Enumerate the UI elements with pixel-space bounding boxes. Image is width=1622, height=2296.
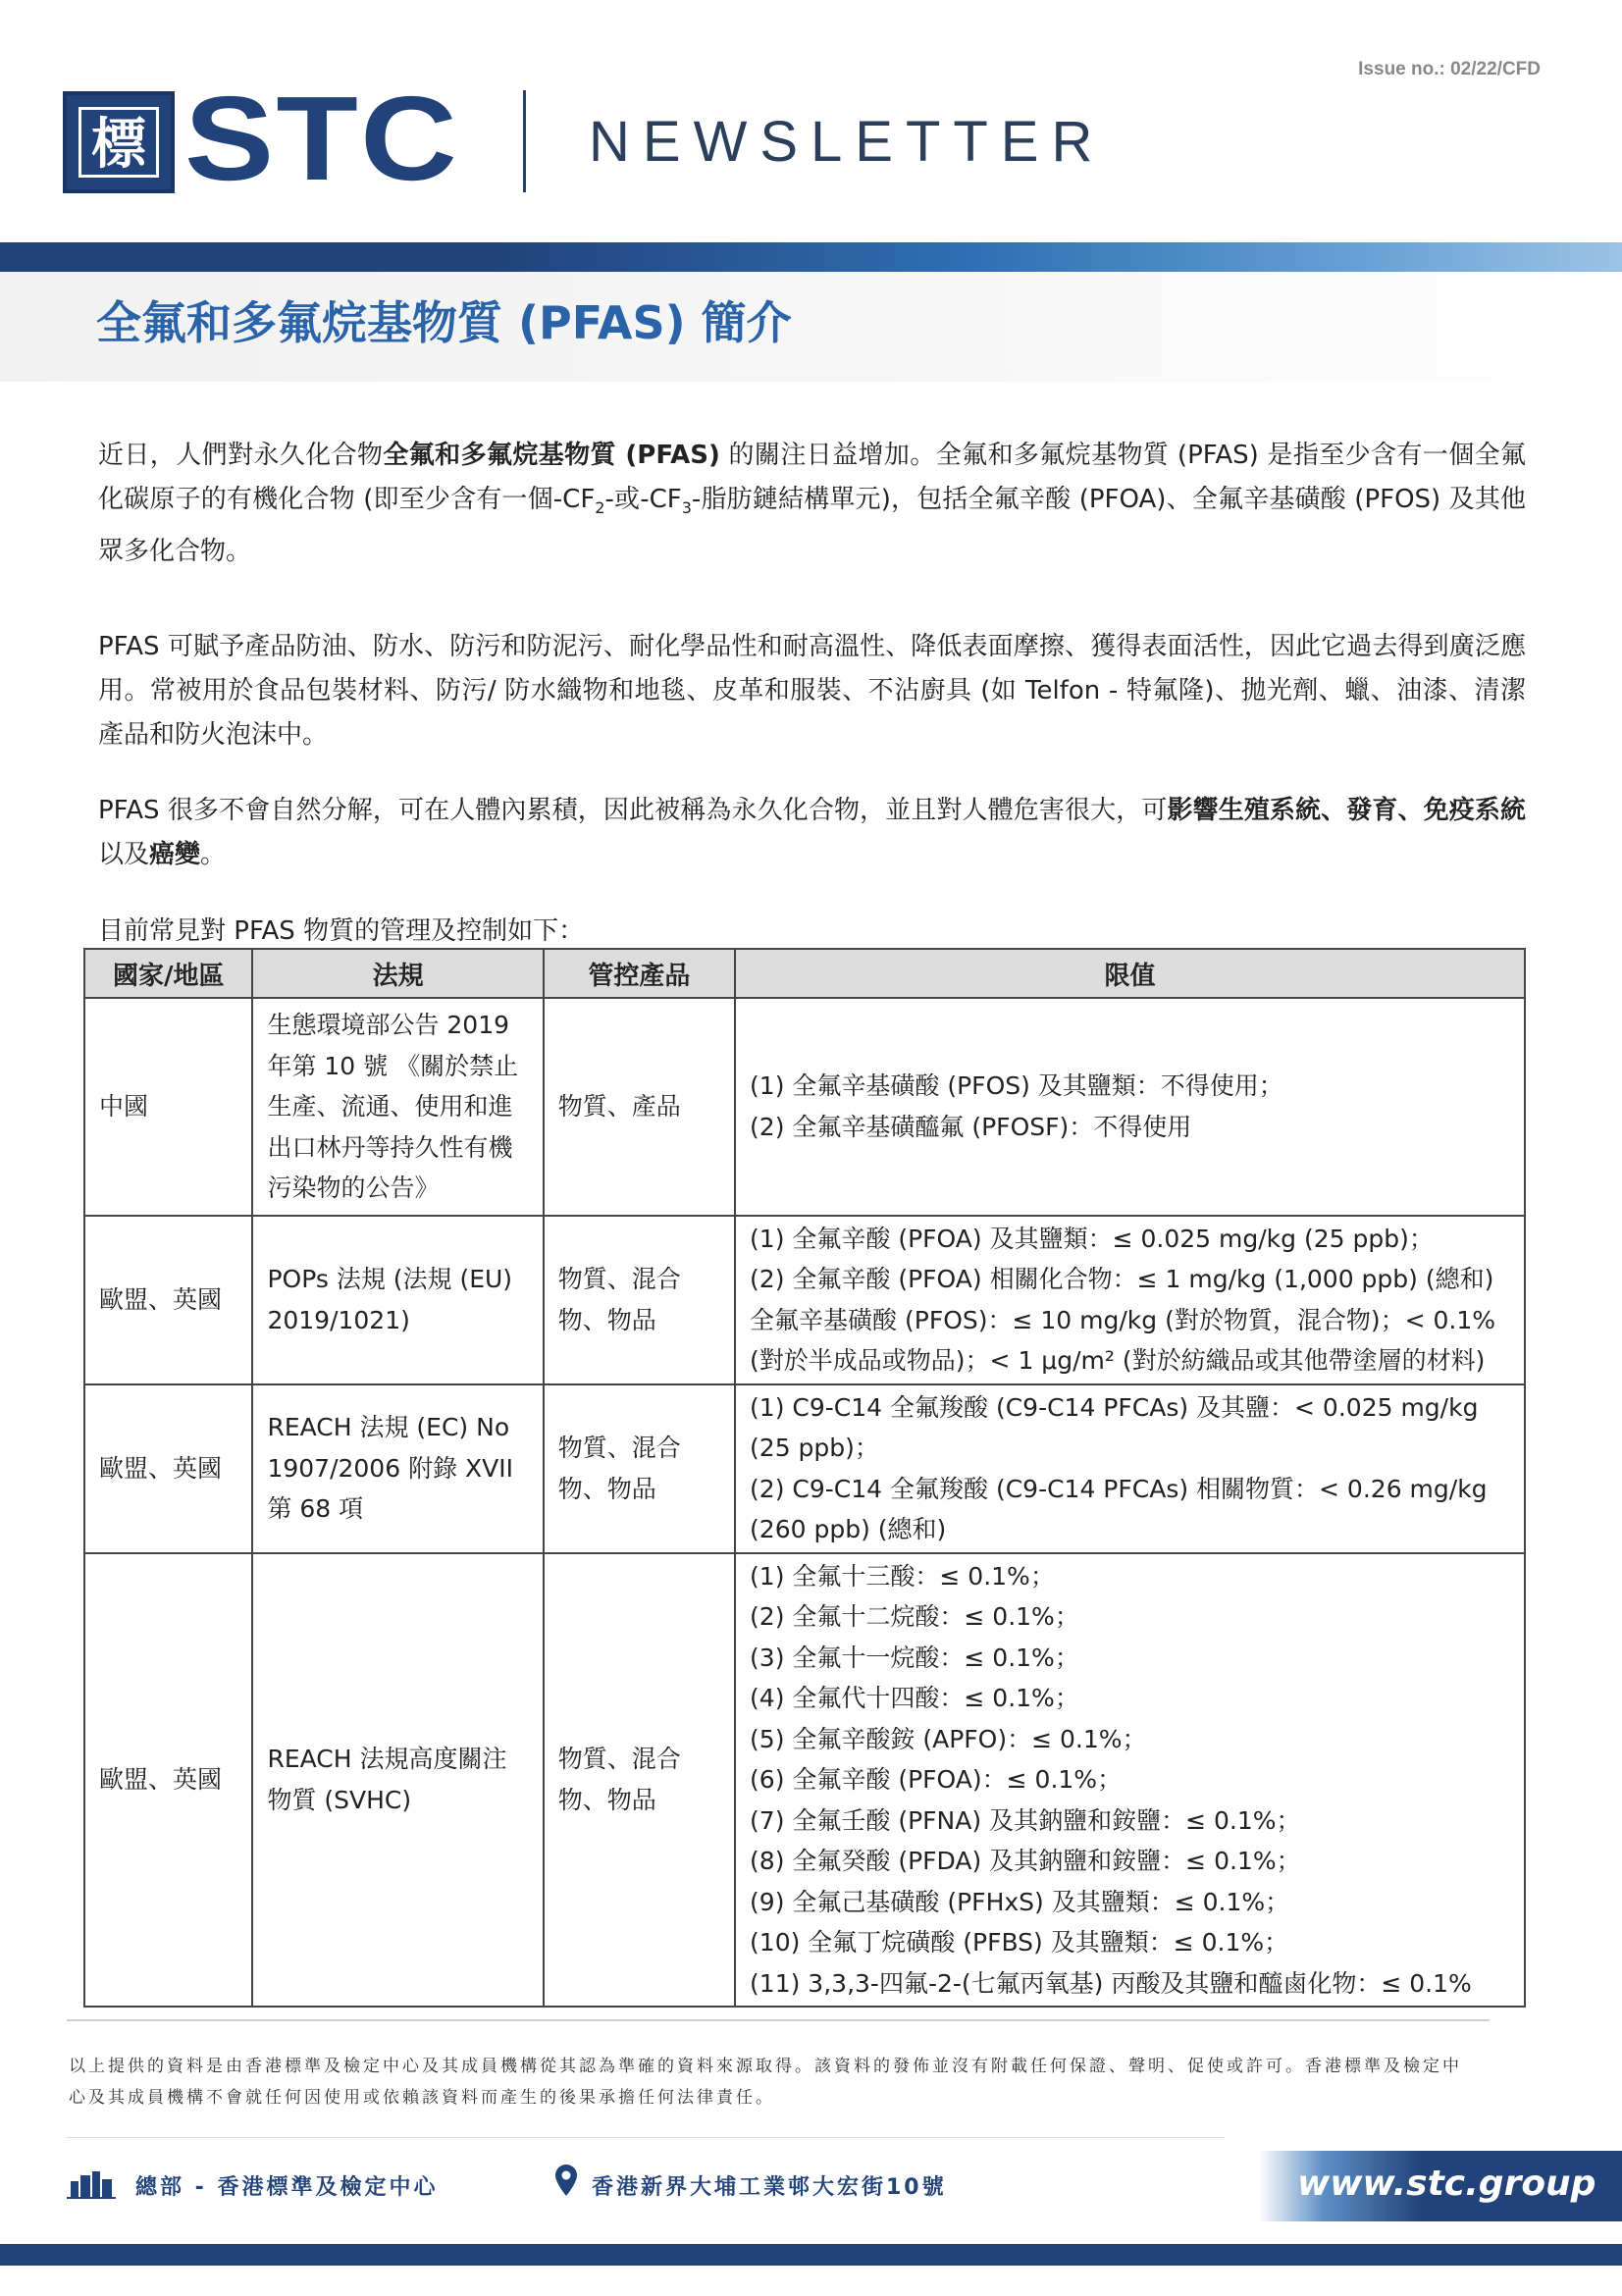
table-row xyxy=(84,1384,1525,1553)
cell-products: 物質、混合物、物品 xyxy=(544,1553,735,2008)
address: 香港新界大埔工業邨大宏街10號 xyxy=(592,2175,947,2200)
limit-line: (25 ppb)； xyxy=(750,1434,879,1462)
cell-regulation: REACH 法規 (EC) No 1907/2006 附錄 XVII 第 68 項 xyxy=(252,1384,543,1553)
limit-line: (1) C9-C14 全氟羧酸 (C9-C14 PFCAs) 及其鹽：< 0.025 mg/kg xyxy=(750,1392,1479,1422)
limit-line: (5) 全氟辛酸銨 (APFO)：≤ 0.1%； xyxy=(750,1724,1147,1753)
cell-regulation: 生態環境部公告 2019 年第 10 號 《關於禁止生產、流通、使用和進出口林丹等持久性有機污染物的公告》 xyxy=(252,998,543,1216)
table-header-row xyxy=(84,949,1525,998)
footer-divider xyxy=(67,2019,1490,2021)
limit-line: 全氟辛基磺酸 (PFOS)：≤ 10 mg/kg (對於物質，混合物)；< 0.1% xyxy=(750,1305,1496,1334)
cell-country: 歐盟、英國 xyxy=(84,1216,252,1384)
paragraph-2: PFAS 可賦予產品防油、防水、防污和防泥污、耐化學品性和耐高溫性、降低表面摩擦、獲得表面活性，因此它過去得到廣泛應用。常被用於食品包裝材料、防污/ 防水織物和地毯、皮革和服裝、不沾廚具 (如 Telfon - 特氟隆)、拋光劑、蠟、油漆、清潔產品和防火泡沫中。 xyxy=(98,632,1526,750)
stc-logo-text: STC xyxy=(184,72,459,205)
paragraph-3: PFAS 很多不會自然分解，可在人體內累積，因此被稱為永久化合物，並且對人體危害很大，可影響生殖系統、發育、免疫系統以及癌變。 xyxy=(98,796,1526,869)
headquarters-label: 總部 - 香港標準及檢定中心 xyxy=(135,2175,439,2200)
header-country: 國家/地區 xyxy=(84,949,252,998)
cell-country: 歐盟、英國 xyxy=(84,1553,252,2008)
header-band xyxy=(0,242,1622,272)
limit-line: (2) 全氟辛基磺醯氟 (PFOSF)：不得使用 xyxy=(750,1112,1192,1141)
stc-logo-icon xyxy=(63,91,175,193)
table-caption: 目前常見對 PFAS 物質的管理及控制如下： xyxy=(98,916,585,946)
cell-limits xyxy=(735,998,1525,1216)
limit-line: (260 ppb) (總和) xyxy=(750,1515,947,1543)
location-pin-icon xyxy=(555,2165,577,2196)
header-divider xyxy=(523,90,526,192)
building-icon xyxy=(67,2171,116,2199)
limit-line: (2) 全氟辛酸 (PFOA) 相關化合物：≤ 1 mg/kg (1,000 ppb) (總和) xyxy=(750,1265,1494,1293)
limit-line: (3) 全氟十一烷酸：≤ 0.1%； xyxy=(750,1643,1079,1672)
limit-line: (4) 全氟代十四酸：≤ 0.1%； xyxy=(750,1684,1079,1712)
limit-line: (2) 全氟十二烷酸：≤ 0.1%； xyxy=(750,1602,1079,1631)
cell-products: 物質、混合物、物品 xyxy=(544,1216,735,1384)
bottom-bar xyxy=(0,2244,1622,2266)
cell-country: 中國 xyxy=(84,998,252,1216)
cell-limits xyxy=(735,1553,1525,2008)
issue-number: Issue no.: 02/22/CFD xyxy=(1358,59,1541,79)
table-row xyxy=(84,1216,1525,1384)
page-title: 全氟和多氟烷基物質 (PFAS) 簡介 xyxy=(96,296,792,349)
header-limits: 限值 xyxy=(735,949,1525,998)
cell-country: 歐盟、英國 xyxy=(84,1384,252,1553)
cell-limits xyxy=(735,1216,1525,1384)
limit-line: (1) 全氟辛酸 (PFOA) 及其鹽類：≤ 0.025 mg/kg (25 ppb)； xyxy=(750,1224,1434,1253)
cell-products: 物質、產品 xyxy=(544,998,735,1216)
limit-line: (1) 全氟辛基磺酸 (PFOS) 及其鹽類：不得使用； xyxy=(750,1071,1283,1101)
table-row xyxy=(84,1553,1525,2008)
limit-line: (對於半成品或物品)；< 1 μg/m² (對於紡織品或其他帶塗層的材料) xyxy=(750,1346,1486,1375)
newsletter-label: NEWSLETTER xyxy=(589,110,1106,174)
header-regulation: 法規 xyxy=(252,949,543,998)
limit-line: (8) 全氟癸酸 (PFDA) 及其鈉鹽和銨鹽：≤ 0.1%； xyxy=(750,1847,1301,1875)
cell-limits xyxy=(735,1384,1525,1553)
limit-line: (7) 全氟壬酸 (PFNA) 及其鈉鹽和銨鹽：≤ 0.1%； xyxy=(750,1805,1301,1835)
paragraph-1: 近日，人們對永久化合物全氟和多氟烷基物質 (PFAS) 的關注日益增加。全氟和多氟烷基物質 (PFAS) 是指至少含有一個全氟化碳原子的有機化合物 (即至少含有一個$-CF_2-$或$-CF_3-$脂肪鏈結構單元)，包括全氟辛酸 (PFOA)、全氟辛基磺酸 (PFOS) 及其他眾多化合物。 xyxy=(98,441,1526,567)
limit-line: (6) 全氟辛酸 (PFOA)：≤ 0.1%； xyxy=(750,1765,1123,1794)
logo-glyph: 標 xyxy=(91,112,146,177)
regulation-table xyxy=(83,948,1526,2008)
footer-divider-2 xyxy=(67,2137,1225,2138)
table-row xyxy=(84,998,1525,1216)
cell-regulation: REACH 法規高度關注物質 (SVHC) xyxy=(252,1553,543,2008)
header-products: 管控產品 xyxy=(544,949,735,998)
limit-line: (9) 全氟己基磺酸 (PFHxS) 及其鹽類：≤ 0.1%； xyxy=(750,1887,1290,1916)
disclaimer: 以上提供的資料是由香港標準及檢定中心及其成員機構從其認為準確的資料來源取得。該資料的發佈並沒有附載任何保證、聲明、促使或許可。香港標準及檢定中心及其成員機構不會就任何因使用或依賴該資料而產生的後果承擔任何法律責任。 xyxy=(69,2057,1462,2108)
limit-line: (1) 全氟十三酸：≤ 0.1%； xyxy=(750,1561,1055,1591)
cell-regulation: POPs 法規 (法規 (EU) 2019/1021) xyxy=(252,1216,543,1384)
limit-line: (11) 3,3,3-四氟-2-(七氟丙氧基) 丙酸及其鹽和醯鹵化物：≤ 0.1% xyxy=(750,1968,1472,1998)
website-link[interactable]: www.stc.group xyxy=(1297,2164,1596,2204)
cell-products: 物質、混合物、物品 xyxy=(544,1384,735,1553)
limit-line: (2) C9-C14 全氟羧酸 (C9-C14 PFCAs) 相關物質：< 0.26 mg/kg xyxy=(750,1474,1488,1503)
limit-line: (10) 全氟丁烷磺酸 (PFBS) 及其鹽類：≤ 0.1%； xyxy=(750,1928,1289,1957)
